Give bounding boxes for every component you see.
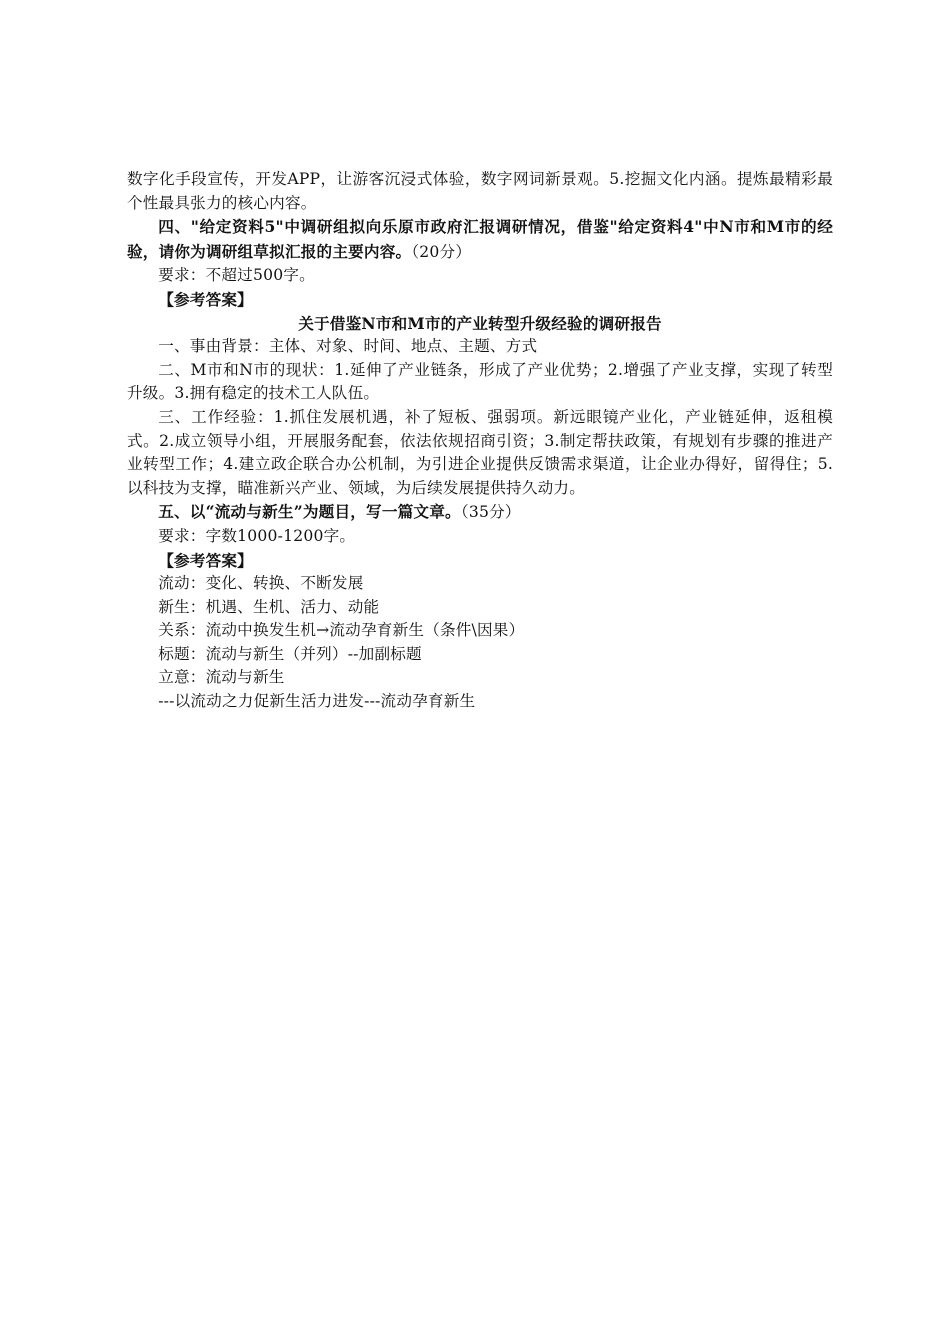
question-5-text: 五、以“流动与新生”为题目，写一篇文章。 <box>158 502 461 522</box>
question-4-score: （20分） <box>411 242 472 261</box>
answer-5-line-1: 流动：变化、转换、不断发展 <box>158 574 364 593</box>
answer-5-line-5: 立意：流动与新生 <box>158 668 285 687</box>
question-5-requirement: 要求：字数1000-1200字。 <box>158 526 356 545</box>
answer-4-line-3: 三、工作经验：1.抓住发展机遇，补了短板、强弱项。新远眼镜产业化，产业链延伸，返租模式。2.成立领导小组，开展服务配套，依法依规招商引资；3.制定帮扶政策，有规划有步骤的推进产业转型工作；4.建立政企联合办公机制，为引进企业提供反馈需求渠道，让企业办得好，留得住；5.以科技为支撑，瞄准新兴产业、领域，为后续发展提供持久动力。 <box>127 407 833 497</box>
answer-4-line-2: 二、M市和N市的现状：1.延伸了产业链条，形成了产业优势；2.增强了产业支撑，实现了转型升级。3.拥有稳定的技术工人队伍。 <box>127 360 833 403</box>
question-5 <box>127 500 833 525</box>
question-5-answer-heading: 【参考答案】 <box>158 550 253 570</box>
question-4 <box>127 215 833 264</box>
report-title: 关于借鉴N市和M市的产业转型升级经验的调研报告 <box>298 313 662 333</box>
answer-4-line-1: 一、事由背景：主体、对象、时间、地点、主题、方式 <box>158 337 538 356</box>
document-body <box>127 168 833 714</box>
answer-5-line-3: 关系：流动中换发生机→流动孕育新生（条件\因果） <box>158 621 525 640</box>
answer-5-line-6: ---以流动之力促新生活力进发---流动孕育新生 <box>158 692 476 711</box>
answer-5-line-2: 新生：机遇、生机、活力、动能 <box>158 597 380 616</box>
question-4-answer-heading: 【参考答案】 <box>158 289 253 309</box>
question-4-text: 四、"给定资料5"中调研组拟向乐原市政府汇报调研情况，借鉴"给定资料4"中N市和M市的经验，请你为调研组草拟汇报的主要内容。 <box>127 217 833 261</box>
continued-paragraph: 数字化手段宣传，开发APP，让游客沉浸式体验，数字网词新景观。5.挖掘文化内涵。提炼最精彩最个性最具张力的核心内容。 <box>127 170 833 212</box>
answer-5-line-4: 标题：流动与新生（并列）--加副标题 <box>158 644 422 663</box>
question-5-score: （35分） <box>460 503 521 522</box>
question-4-requirement: 要求：不超过500字。 <box>158 266 315 285</box>
